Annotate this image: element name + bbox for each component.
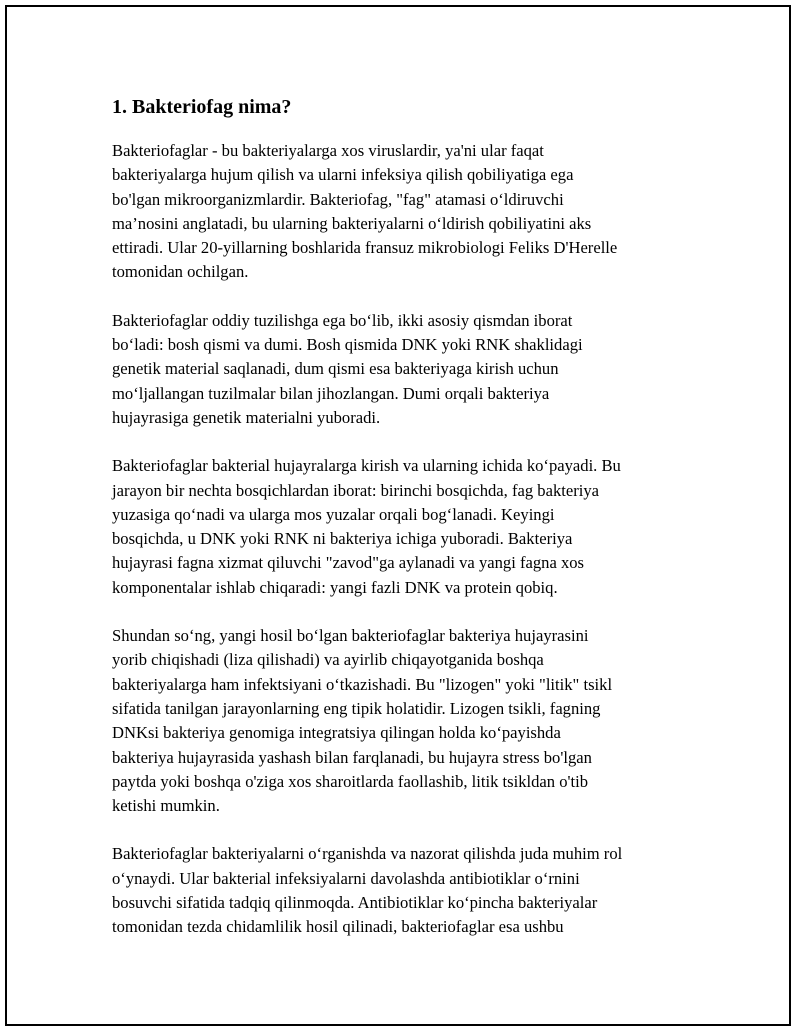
text-line: yorib chiqishadi (liza qilishadi) va ayirlib chiqayotganida boshqa bbox=[112, 650, 544, 670]
text-line: Bakteriofaglar bakterial hujayralarga kirish va ularning ichida ko‘payadi. Bu bbox=[112, 456, 621, 476]
paragraph-2 bbox=[112, 309, 688, 430]
text-line: Bakteriofaglar oddiy tuzilishga ega bo‘lib, ikki asosiy qismdan iborat bbox=[112, 310, 573, 330]
text-line: mo‘ljallangan tuzilmalar bilan jihozlangan. Dumi orqali bakteriya bbox=[112, 383, 550, 403]
text-line: ketishi mumkin. bbox=[112, 796, 220, 816]
text-line: sifatida tanilgan jarayonlarning eng tipik holatidir. Lizogen tsikli, fagning bbox=[112, 698, 601, 718]
text-line: Bakteriofaglar - bu bakteriyalarga xos viruslardir, ya'ni ular faqat bbox=[112, 141, 544, 160]
text-line: hujayrasi fagna xizmat qiluvchi "zavod"ga aylanadi va yangi fagna xos bbox=[112, 553, 585, 573]
text-line: tomonidan ochilgan. bbox=[112, 262, 249, 282]
text-line: DNKsi bakteriya genomiga integratsiya qilingan holda ko‘payishda bbox=[112, 723, 561, 743]
text-line: bo'lgan mikroorganizmlardir. Bakteriofag, "fag" atamasi o‘ldiruvchi bbox=[112, 189, 564, 209]
text-line: Shundan so‘ng, yangi hosil bo‘lgan bakteriofaglar bakteriya hujayrasini bbox=[112, 626, 589, 646]
paragraph-5 bbox=[112, 842, 688, 939]
text-line: bakteriyalarga ham infektsiyani o‘tkazishadi. Bu "lizogen" yoki "litik" tsikl bbox=[112, 674, 613, 694]
text-line: hujayrasiga genetik materialni yuboradi. bbox=[112, 407, 381, 427]
paragraph-4 bbox=[112, 624, 688, 818]
text-line: komponentalar ishlab chiqaradi: yangi fazli DNK va protein qobiq. bbox=[112, 577, 558, 597]
text-line: bakteriyalarga hujum qilish va ularni infeksiya qilish qobiliyatiga ega bbox=[112, 165, 574, 185]
text-line: jarayon bir nechta bosqichlardan iborat: birinchi bosqichda, fag bakteriya bbox=[112, 480, 600, 500]
text-line: bakteriya hujayrasida yashash bilan farqlanadi, bu hujayra stress bo'lgan bbox=[112, 747, 592, 767]
paragraph-1 bbox=[112, 139, 688, 285]
text-line: bosuvchi sifatida tadqiq qilinmoqda. Antibiotiklar ko‘pincha bakteriyalar bbox=[112, 893, 598, 913]
paragraph-3 bbox=[112, 454, 688, 600]
text-line: bosqichda, u DNK yoki RNK ni bakteriya ichiga yuboradi. Bakteriya bbox=[112, 529, 573, 549]
text-line: genetik material saqlanadi, dum qismi esa bakteriyaga kirish uchun bbox=[112, 359, 559, 379]
document-body bbox=[112, 94, 688, 964]
text-line: o‘ynaydi. Ular bakterial infeksiyalarni davolashda antibiotiklar o‘rnini bbox=[112, 868, 580, 888]
text-line: paytda yoki boshqa o'ziga xos sharoitlarda faollashib, litik tsikldan o'tib bbox=[112, 771, 589, 791]
text-line: tomonidan tezda chidamlilik hosil qilinadi, bakteriofaglar esa ushbu bbox=[112, 917, 564, 937]
section-heading: 1. Bakteriofag nima? bbox=[112, 96, 292, 118]
text-line: yuzasiga qo‘nadi va ularga mos yuzalar orqali bog‘lanadi. Keyingi bbox=[112, 504, 555, 524]
text-line: Bakteriofaglar bakteriyalarni o‘rganishda va nazorat qilishda juda muhim rol bbox=[112, 844, 623, 864]
text-line: ma’nosini anglatadi, bu ularning bakteriyalarni o‘ldirish qobiliyatini aks bbox=[112, 213, 592, 233]
text-line: ettiradi. Ular 20-yillarning boshlarida fransuz mikrobiologi Feliks D'Herelle bbox=[112, 238, 618, 258]
text-line: bo‘ladi: bosh qismi va dumi. Bosh qismida DNK yoki RNK shaklidagi bbox=[112, 335, 583, 355]
